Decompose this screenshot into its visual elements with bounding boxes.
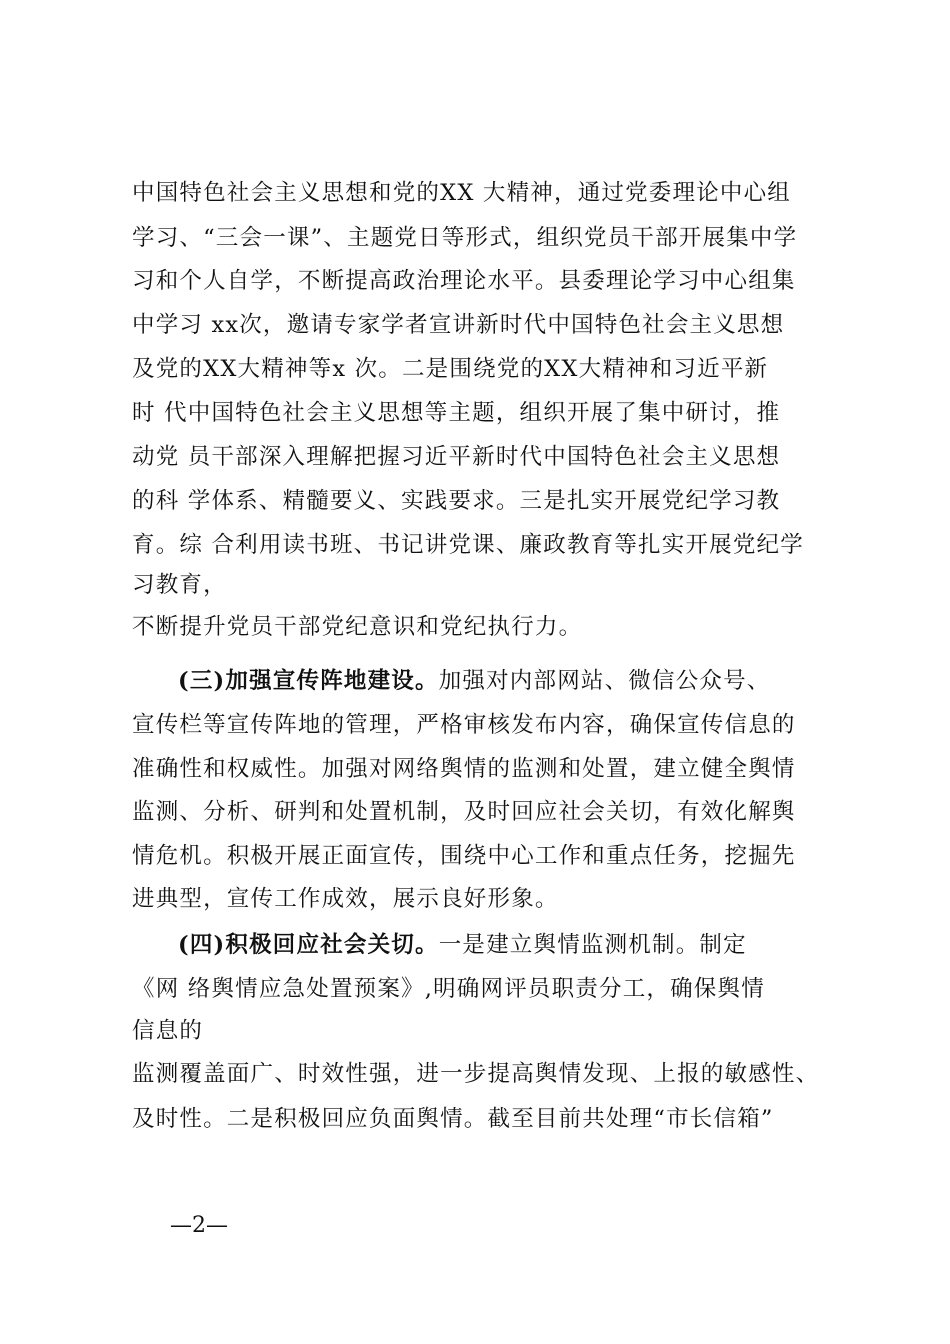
- paragraph-line: 信息的: [132, 1018, 204, 1044]
- paragraph-line: 及时性。二是积极回应负面舆情。截至目前共处理“市长信箱”: [132, 1106, 774, 1132]
- paragraph-line: 宣传栏等宣传阵地的管理，严格审核发布内容，确保宣传信息的: [132, 712, 796, 738]
- section-4-first-line-text: 一是建立舆情监测机制。制定: [438, 932, 747, 958]
- section-3-first-line-text: 加强对内部网站、微信公众号、: [438, 668, 771, 694]
- paragraph-line: 学习、“三会一课”、主题党日等形式，组织党员干部开展集中学: [132, 225, 798, 251]
- paragraph-line: 动党 员干部深入理解把握习近平新时代中国特色社会主义思想: [132, 444, 781, 470]
- paragraph-line: 监测覆盖面广、时效性强，进一步提高舆情发现、上报的敏感性、: [132, 1061, 820, 1087]
- paragraph-line: 中学习 xx次，邀请专家学者宣讲新时代中国特色社会主义思想: [132, 312, 785, 338]
- paragraph-line: 习教育，: [132, 572, 227, 598]
- paragraph-line: 习和个人自学，不断提高政治理论水平。县委理论学习中心组集: [132, 268, 796, 294]
- section-4-heading: (四)积极回应社会关切。: [178, 932, 439, 958]
- paragraph-line: 情危机。积极开展正面宣传，围绕中心工作和重点任务，挖掘先: [132, 843, 796, 869]
- paragraph-line: 监测、分析、研判和处置机制，及时回应社会关切，有效化解舆: [132, 799, 796, 825]
- paragraph-line: 进典型，宣传工作成效，展示良好形象。: [132, 886, 559, 912]
- paragraph-line: 准确性和权威性。加强对网络舆情的监测和处置，建立健全舆情: [132, 756, 796, 782]
- paragraph-line: 及党的XX大精神等x 次。二是围绕党的XX大精神和习近平新: [132, 356, 769, 382]
- paragraph-line: 育。综 合利用读书班、书记讲党课、廉政教育等扎实开展党纪学: [132, 532, 804, 558]
- section-3-heading: (三)加强宣传阵地建设。: [178, 668, 439, 694]
- paragraph-line: 不断提升党员干部党纪意识和党纪执行力。: [132, 614, 583, 640]
- section-4-first-line: [178, 930, 747, 960]
- paragraph-line: 《网 络舆情应急处置预案》,明确网评员职责分工，确保舆情: [132, 976, 765, 1002]
- section-3-first-line: [178, 666, 771, 696]
- paragraph-line: 时 代中国特色社会主义思想等主题，组织开展了集中研讨，推: [132, 400, 781, 426]
- paragraph-line: 中国特色社会主义思想和党的XX 大精神，通过党委理论中心组: [132, 180, 791, 206]
- paragraph-line: 的科 学体系、精髓要义、实践要求。三是扎实开展党纪学习教: [132, 488, 781, 514]
- page-number: —2—: [170, 1213, 228, 1238]
